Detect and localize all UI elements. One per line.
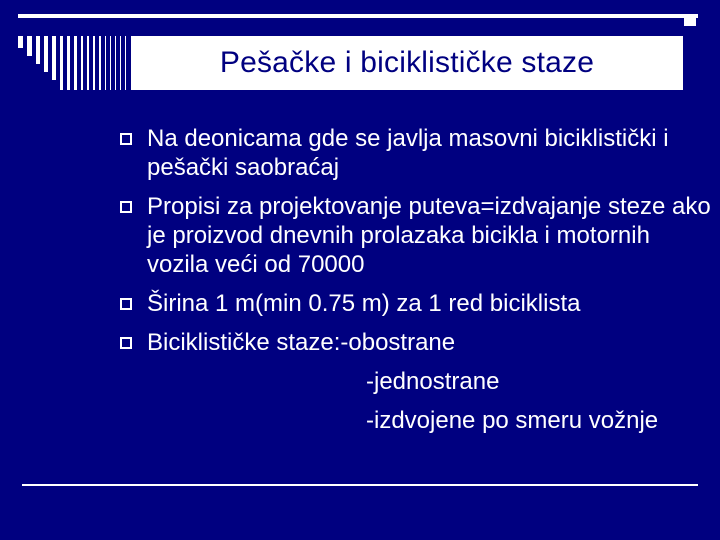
bullet-item [120,328,715,357]
decorative-stripes [18,36,130,90]
bullet-text: Širina 1 m(min 0.75 m) za 1 red biciklista [147,290,581,317]
bullet-list [120,124,715,435]
bullet-text: Na deonicama gde se javlja masovni biciklistički i pešački saobraćaj [147,125,669,181]
top-rule [18,14,698,18]
bottom-rule [22,484,698,486]
sub-line: -jednostrane [366,368,500,395]
square-bullet-icon [120,133,132,145]
sub-line: -izdvojene po smeru vožnje [366,407,659,434]
square-bullet-icon [120,337,132,349]
title-box [131,36,683,90]
bullet-item [120,124,715,182]
bullet-text: Propisi za projektovanje puteva=izdvajanje steze ako je proizvod dnevnih prolazaka bicikla i motornih vozila veći od 70000 [147,193,711,278]
bullet-text: Biciklističke staze:-obostrane [147,329,456,356]
corner-square [684,14,696,26]
square-bullet-icon [120,201,132,213]
bullet-item [120,289,715,318]
slide-title: Pešačke i biciklističke staze [219,46,595,79]
bullet-item [120,192,715,279]
square-bullet-icon [120,298,132,310]
